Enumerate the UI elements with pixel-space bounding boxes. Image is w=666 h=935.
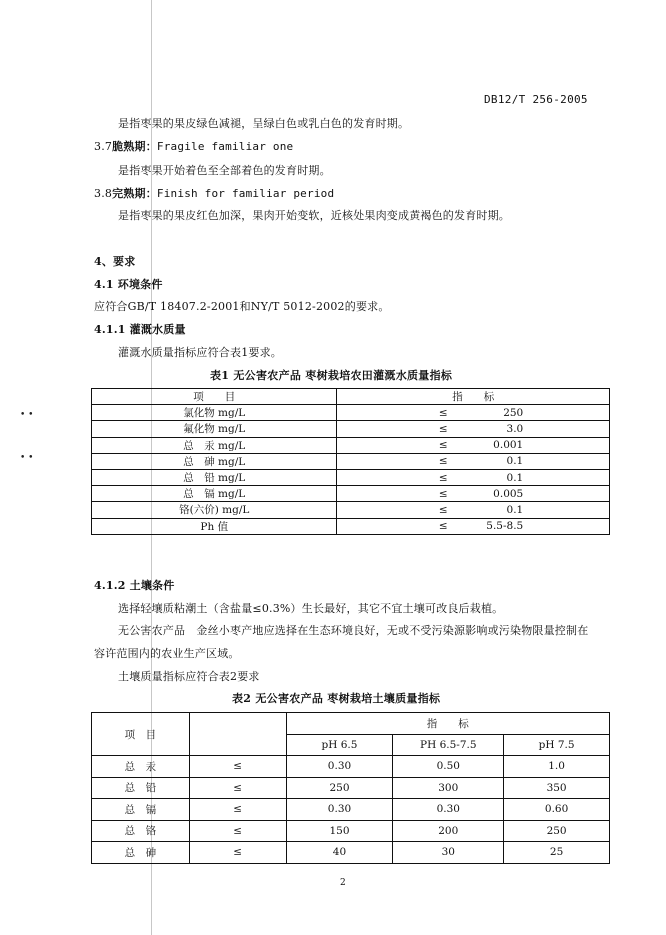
def-3-8-term: 完熟期： xyxy=(112,187,157,200)
table2-value: 150 xyxy=(286,820,393,842)
def-3-7 xyxy=(94,138,293,154)
table2-value: 0.60 xyxy=(504,799,610,821)
section-4-1-1-title: 4.1.1 灌溉水质量 xyxy=(94,323,186,336)
table2-value: 350 xyxy=(504,777,610,799)
table1-index xyxy=(337,469,610,485)
table1-value: 250 xyxy=(503,406,524,419)
table2-item: 总 汞 xyxy=(92,756,190,778)
table1-row xyxy=(92,469,610,485)
section-4-1-title: 4.1 环境条件 xyxy=(94,278,163,291)
table2-value: 250 xyxy=(286,777,393,799)
table1-row xyxy=(92,421,610,437)
table2-row xyxy=(92,799,610,821)
table2-row xyxy=(92,842,610,864)
table2-header-item: 项 目 xyxy=(92,713,190,756)
table2-value: 0.30 xyxy=(286,756,393,778)
table1-index xyxy=(337,518,610,534)
table2-item: 总 砷 xyxy=(92,842,190,864)
table2-header-index: 指 标 xyxy=(286,713,609,735)
table2-caption: 表2 无公害农产品 枣树栽培土壤质量指标 xyxy=(232,692,441,705)
table2-item: 总 铅 xyxy=(92,777,190,799)
table2-subheader: PH 6.5-7.5 xyxy=(393,734,504,756)
table1-value: 0.005 xyxy=(493,487,524,500)
table1-operator: ≤ xyxy=(438,455,448,468)
scan-dots: • • xyxy=(20,410,34,420)
table1-operator: ≤ xyxy=(438,487,448,500)
def-3-7-num: 3.7 xyxy=(94,140,113,153)
table1-value: 0.1 xyxy=(506,471,524,484)
table2-value: 250 xyxy=(504,820,610,842)
table1-value: 5.5-8.5 xyxy=(486,520,524,533)
def-3-7-en: Fragile familiar one xyxy=(156,140,294,153)
table1-header-index: 指 标 xyxy=(337,389,610,405)
table2-subheader: pH 6.5 xyxy=(286,734,393,756)
table2-header-row xyxy=(92,713,610,735)
table2-subheader: pH 7.5 xyxy=(504,734,610,756)
table1-operator: ≤ xyxy=(438,520,448,533)
table1-index xyxy=(337,421,610,437)
table1-index xyxy=(337,486,610,502)
intro-text: 是指枣果的果皮绿色减褪，呈绿白色或乳白色的发育时期。 xyxy=(118,117,410,130)
table2-operator: ≤ xyxy=(189,777,286,799)
table2-value: 40 xyxy=(286,842,393,864)
table2-operator: ≤ xyxy=(189,842,286,864)
table1-operator: ≤ xyxy=(438,439,448,452)
def-3-7-desc: 是指枣果开始着色至全部着色的发育时期。 xyxy=(118,164,331,177)
table1-value: 0.001 xyxy=(493,439,524,452)
table1-value: 0.1 xyxy=(506,503,524,516)
table2-item: 总 镉 xyxy=(92,799,190,821)
table1-index xyxy=(337,453,610,469)
table2-item: 总 铬 xyxy=(92,820,190,842)
table1-operator: ≤ xyxy=(438,422,448,435)
table2-value: 25 xyxy=(504,842,610,864)
table2-value: 1.0 xyxy=(504,756,610,778)
table1-index xyxy=(337,437,610,453)
def-3-8-desc: 是指枣果的果皮红色加深，果肉开始变软，近核处果肉变成黄褐色的发育时期。 xyxy=(118,209,510,222)
table1-operator: ≤ xyxy=(438,406,448,419)
table2-header-op xyxy=(189,713,286,756)
table1-item: 总 砷 mg/L xyxy=(92,453,337,469)
table2-value: 0.50 xyxy=(393,756,504,778)
table1-value: 0.1 xyxy=(506,455,524,468)
table1-row xyxy=(92,437,610,453)
table1-caption: 表1 无公害农产品 枣树栽培农田灌溉水质量指标 xyxy=(210,369,453,382)
table2-operator: ≤ xyxy=(189,756,286,778)
table1-item: 总 镉 mg/L xyxy=(92,486,337,502)
table1-operator: ≤ xyxy=(438,503,448,516)
doc-code: DB12/T 256-2005 xyxy=(484,93,588,106)
table1 xyxy=(91,388,610,535)
table1-item: 铬(六价) mg/L xyxy=(92,502,337,518)
scan-dots: • • xyxy=(20,453,34,463)
table1-index xyxy=(337,405,610,421)
table1-header-row xyxy=(92,389,610,405)
table2 xyxy=(91,712,610,864)
table2-row xyxy=(92,756,610,778)
table2-value: 0.30 xyxy=(286,799,393,821)
table2-operator: ≤ xyxy=(189,820,286,842)
table2-value: 0.30 xyxy=(393,799,504,821)
section-4-1-2-title: 4.1.2 土壤条件 xyxy=(94,579,175,592)
table1-operator: ≤ xyxy=(438,471,448,484)
table1-item: 总 铅 mg/L xyxy=(92,469,337,485)
soil-para-3: 土壤质量指标应符合表2要求 xyxy=(118,670,260,683)
table1-item: 氯化物 mg/L xyxy=(92,405,337,421)
def-3-8 xyxy=(94,185,334,201)
def-3-7-term: 脆熟期： xyxy=(112,140,157,153)
table2-row xyxy=(92,820,610,842)
section-4-1-text: 应符合GB/T 18407.2-2001和NY/T 5012-2002的要求。 xyxy=(94,300,390,313)
page-number: 2 xyxy=(340,878,346,888)
table1-row xyxy=(92,502,610,518)
table1-header-item: 项 目 xyxy=(92,389,337,405)
section-4-1-1-text: 灌溉水质量指标应符合表1要求。 xyxy=(118,346,282,359)
table1-row xyxy=(92,486,610,502)
def-3-8-num: 3.8 xyxy=(94,187,113,200)
table1-value: 3.0 xyxy=(506,422,524,435)
table1-item: Ph 值 xyxy=(92,518,337,534)
section-4-title: 4、要求 xyxy=(94,255,136,268)
def-3-8-en: Finish for familiar period xyxy=(156,187,335,200)
table1-item: 总 汞 mg/L xyxy=(92,437,337,453)
soil-para-1: 选择轻壤质粘潮土（含盐量≤0.3%）生长最好，其它不宜土壤可改良后栽植。 xyxy=(118,602,504,615)
table1-row xyxy=(92,405,610,421)
table2-row xyxy=(92,777,610,799)
soil-para-2b: 容许范围内的农业生产区域。 xyxy=(94,647,240,660)
table2-value: 30 xyxy=(393,842,504,864)
table2-operator: ≤ xyxy=(189,799,286,821)
table2-value: 200 xyxy=(393,820,504,842)
table1-row xyxy=(92,453,610,469)
soil-para-2a: 无公害农产品 金丝小枣产地应选择在生态环境良好，无或不受污染源影响或污染物限量控制在 xyxy=(118,624,589,637)
table2-value: 300 xyxy=(393,777,504,799)
table1-item: 氟化物 mg/L xyxy=(92,421,337,437)
table1-index xyxy=(337,502,610,518)
table1-row xyxy=(92,518,610,534)
